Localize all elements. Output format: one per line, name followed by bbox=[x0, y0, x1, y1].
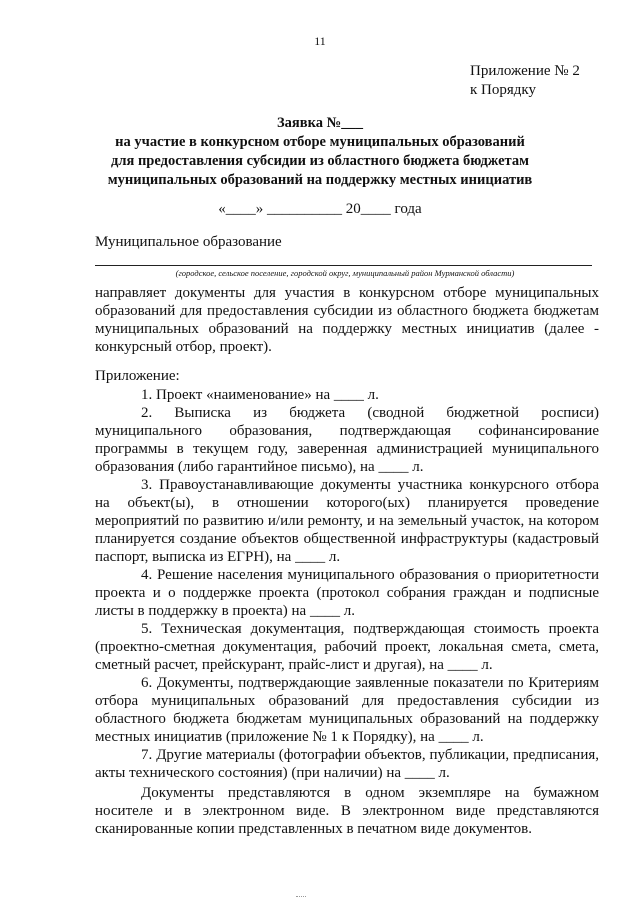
title-line1: Заявка №___ bbox=[277, 115, 363, 131]
title-line4: муниципальных образований на поддержку местных инициатив bbox=[107, 172, 533, 188]
attachment-item: 4. Решение населения муниципального образования о приоритетности проекта и о поддержке проекта (протокол собрания граждан и подписные листы в поддержку в проекта) на ____ л. bbox=[95, 567, 599, 619]
attachments-list bbox=[95, 386, 599, 782]
attachment-item: 2. Выписка из бюджета (сводной бюджетной росписи) муниципального образования, подтверждающая софинансирование программы в текущем году, заверенная администрацией муниципального образования (либо гарантийное письмо), на ____ л. bbox=[95, 405, 599, 475]
appendix-ref-line2: к Порядку bbox=[470, 82, 536, 98]
attachment-item: 7. Другие материалы (фотографии объектов, публикации, предписания, акты технического состояния) (при наличии) на ____ л. bbox=[95, 747, 599, 781]
intro-paragraph: направляет документы для участия в конкурсном отборе муниципальных образований для предоставления субсидии из областного бюджета бюджетам муниципальных образований на поддержку местных инициатив (далее - конкурсный отбор, проект). bbox=[95, 285, 599, 355]
page-number: 11 bbox=[314, 34, 326, 48]
attachment-item: 6. Документы, подтверждающие заявленные показатели по Критериям отбора муниципальных образований для предоставления субсидии из областного бюджета бюджетам муниципальных образований на поддержку местных инициатив (приложение № 1 к Порядку), на ____ л. bbox=[95, 675, 599, 745]
municipality-underline bbox=[95, 265, 592, 266]
municipality-label: Муниципальное образование bbox=[95, 234, 282, 250]
title-line3: для предоставления субсидии из областного бюджета бюджетам bbox=[111, 153, 529, 169]
title-line2: на участие в конкурсном отборе муниципальных образований bbox=[115, 134, 525, 150]
attachment-item: 3. Правоустанавливающие документы участника конкурсного отбора на объект(ы), в отношении которого(ых) планируется проведение мероприятий по развитию и/или ремонту, и на земельный участок, на котором планируется создание объектов общественной инфраструктуры (кадастровый паспорт, выписка из ЕГРН), на ____ л. bbox=[95, 477, 599, 565]
closing-paragraph: Документы представляются в одном экземпляре на бумажном носителе и в электронном виде. В электронном виде представляются сканированные копии представленных в печатном виде документов. bbox=[95, 785, 599, 837]
date-line: «____» __________ 20____ года bbox=[218, 201, 422, 217]
attachment-item: 1. Проект «наименование» на ____ л. bbox=[141, 387, 379, 403]
document-title bbox=[0, 114, 640, 190]
appendix-ref-line1: Приложение № 2 bbox=[470, 63, 580, 79]
appendix-reference bbox=[470, 62, 580, 100]
attachment-item: 5. Техническая документация, подтверждающая стоимость проекта (проектно-сметная документация, рабочий проект, локальная смета, смета, сметный расчет, прейскурант, прайс-лист и другая), на ____ л. bbox=[95, 621, 599, 673]
municipality-hint: (городское, сельское поселение, городской округ, муниципальный район Мурманской области) bbox=[175, 268, 515, 278]
scan-mark bbox=[296, 896, 306, 897]
attachments-heading: Приложение: bbox=[95, 368, 180, 384]
